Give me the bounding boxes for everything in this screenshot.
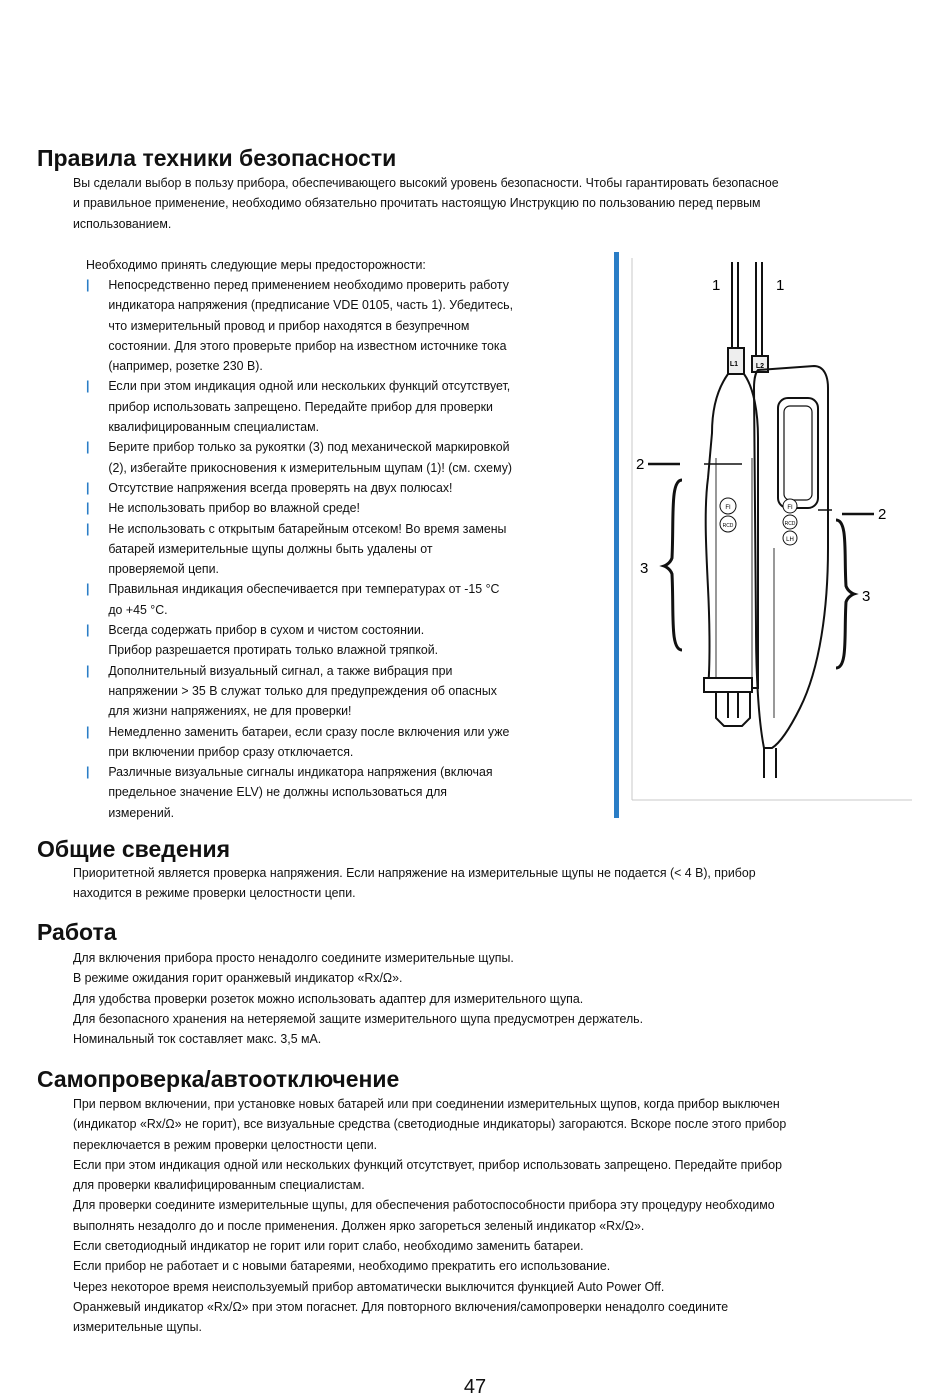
bullet-marker: | [86, 520, 90, 536]
text-line: (индикатор «Rx/Ω» не горит), все визуальные средства (светодиодные индикаторы) загораются. Вскоре после этого прибор [73, 1116, 787, 1132]
callout-marking-right: 2 [878, 506, 887, 523]
tester-housing [754, 366, 828, 748]
bullet-text-line: Немедленно заменить батареи, если сразу после включения или уже [108, 723, 510, 739]
text-line: измерительные щупы. [73, 1319, 202, 1335]
tip-label-l2: L2 [755, 363, 765, 370]
bullet-marker: | [86, 622, 90, 638]
bullet-text-line: Всегда содержать прибор в сухом и чистом состоянии. [108, 622, 425, 638]
button-label: RCD [722, 523, 734, 529]
bullet-text-line: что измерительный провод и прибор находятся в безупречном [108, 317, 470, 333]
bullet-marker: | [86, 723, 90, 739]
bullet-text-line: проверяемой цепи. [108, 561, 219, 577]
bullet-text-line: Берите прибор только за рукоятки (3) под механической маркировкой [108, 439, 510, 455]
safety-bullet-item [86, 519, 588, 580]
text-line: Вы сделали выбор в пользу прибора, обеспечивающего высокий уровень безопасности. Чтобы гарантировать безопасное [73, 175, 779, 190]
left-probe [704, 262, 758, 726]
bullet-marker: | [86, 500, 90, 516]
general-text [73, 863, 859, 904]
text-line: переключается в режим проверки целостности цепи. [73, 1136, 378, 1152]
text-line: Если при этом индикация одной или нескольких функций отсутствует, прибор использовать запрещено. Передайте прибор [73, 1156, 782, 1172]
text-line: В режиме ожидания горит оранжевый индикатор «Rx/Ω». [73, 970, 403, 986]
text-line: выполнять незадолго до и после применения. Должен ярко загореться зеленый индикатор «Rx/Ω». [73, 1217, 645, 1233]
bullet-text-line: Непосредственно перед применением необходимо проверить работу [108, 277, 509, 292]
bullet-text-line: Дополнительный визуальный сигнал, а также вибрация при [108, 662, 453, 678]
selftest-text [73, 1094, 859, 1338]
safety-bullet-item [86, 661, 588, 722]
text-line: Для удобства проверки розеток можно использовать адаптер для измерительного щупа. [73, 990, 584, 1006]
text-line: использованием. [73, 215, 172, 231]
safety-intro [73, 173, 859, 234]
safety-bullet-item [86, 478, 588, 498]
text-line: для проверки квалифицированным специалистам. [73, 1177, 365, 1193]
section-title-operation: Работа [37, 919, 117, 945]
safety-bullet-item [86, 498, 588, 518]
button-label: FI [725, 505, 731, 511]
grip-brace-right [836, 520, 854, 668]
bullet-text-line: прибор использовать запрещено. Передайте прибор для проверки [108, 398, 493, 414]
safety-bullet-item [86, 722, 588, 763]
safety-bullet-item [86, 620, 588, 661]
callout-marking-left: 2 [636, 456, 645, 473]
measures-intro: Необходимо принять следующие меры предосторожности: [86, 257, 426, 272]
bullet-text-line: Если при этом индикация одной или нескольких функций отсутствует, [108, 378, 511, 394]
text-line: Для проверки соедините измерительные щупы, для обеспечения работоспособности прибора эту процедуру необходимо [73, 1197, 775, 1213]
grip-brace-left [664, 480, 682, 650]
bullet-text-line: до +45 °C. [108, 601, 168, 617]
bullet-text-line: Не использовать с открытым батарейным отсеком! Во время замены [108, 520, 507, 536]
figure-accent-bar [614, 252, 619, 818]
bullet-text-line: индикатора напряжения (предписание VDE 0105, часть 1). Убедитесь, [108, 297, 514, 313]
safety-bullet-item [86, 376, 588, 437]
text-line: Номинальный ток составляет макс. 3,5 мА. [73, 1031, 322, 1047]
operation-text [73, 948, 859, 1049]
bullet-marker: | [86, 764, 90, 780]
bullet-text-line: квалифицированным специалистам. [108, 419, 320, 435]
safety-bullet-item [86, 762, 588, 823]
bullet-marker: | [86, 479, 90, 495]
text-line: Оранжевый индикатор «Rx/Ω» при этом погаснет. Для повторного включения/самопроверки ненадолго соедините [73, 1298, 729, 1314]
text-line: Для безопасного хранения на нетеряемой защите измерительного щупа предусмотрен держатель. [73, 1010, 644, 1026]
voltage-tester-diagram [624, 248, 916, 804]
bullet-marker: | [86, 581, 90, 597]
bullet-text-line: Прибор разрешается протирать только влажной тряпкой. [108, 642, 439, 658]
bullet-text-line: Не использовать прибор во влажной среде! [108, 500, 361, 516]
bullet-marker: | [86, 439, 90, 455]
bullet-text-line: Различные визуальные сигналы индикатора напряжения (включая [108, 764, 493, 780]
callout-probe-right: 1 [776, 277, 785, 294]
bullet-text-line: при включении прибор сразу отключается. [108, 743, 354, 759]
safety-bullet-item [86, 275, 588, 376]
bullet-text-line: (например, розетке 230 В). [108, 358, 263, 374]
tip-label-l1: L1 [729, 361, 739, 368]
text-line: Если прибор не работает и с новыми батареями, необходимо прекратить его использование. [73, 1258, 611, 1274]
button-label: RCD [784, 521, 796, 527]
bullet-marker: | [86, 662, 90, 678]
bullet-text-line: для жизни напряжениях, не для проверки! [108, 703, 352, 719]
callout-probe-left: 1 [712, 277, 721, 294]
button-label: FI [787, 505, 793, 511]
bullet-text-line: Отсутствие напряжения всегда проверять на двух полюсах! [108, 479, 453, 495]
text-line: Через некоторое время неиспользуемый прибор автоматически выключится функцией Auto Power Off. [73, 1278, 665, 1294]
bullet-marker: | [86, 378, 90, 394]
section-title-general: Общие сведения [37, 836, 231, 862]
text-line: Для включения прибора просто ненадолго соедините измерительные щупы. [73, 950, 514, 965]
text-line: Если светодиодный индикатор не горит или горит слабо, необходимо заменить батареи. [73, 1238, 584, 1254]
text-line: При первом включении, при установке новых батарей или при соединении измерительных щупов, когда прибор выключен [73, 1096, 780, 1111]
safety-bullet-list [86, 275, 588, 823]
bullet-marker: | [86, 277, 90, 292]
bullet-text-line: (2), избегайте прикосновения к измерительным щупам (1)! (см. схему) [108, 459, 513, 475]
section-title-safety: Правила техники безопасности [37, 145, 397, 171]
bullet-text-line: напряжении > 35 В служат только для предупреждения об опасных [108, 682, 497, 698]
page-number: 47 [463, 1376, 487, 1398]
bullet-text-line: состоянии. Для этого проверьте прибор на известном источнике тока [108, 337, 507, 353]
text-line: находится в режиме проверки целостности цепи. [73, 885, 356, 901]
bullet-text-line: батарей измерительные щупы должны быть удалены от [108, 540, 433, 556]
bullet-text-line: предельное значение ELV) не должны использоваться для [108, 784, 447, 800]
text-line: Приоритетной является проверка напряжения. Если напряжение на измерительные щупы не подается (< 4 В), прибор [73, 865, 756, 880]
section-title-selftest: Самопроверка/автоотключение [37, 1066, 400, 1092]
button-label: LH [786, 537, 794, 543]
safety-bullet-item [86, 437, 588, 478]
bullet-text-line: измерений. [108, 804, 175, 820]
callout-grip-right: 3 [862, 588, 871, 605]
callout-grip-left: 3 [640, 560, 649, 577]
bullet-text-line: Правильная индикация обеспечивается при температурах от -15 °C [108, 581, 500, 597]
safety-bullet-item [86, 579, 588, 620]
text-line: и правильное применение, необходимо обязательно прочитать настоящую Инструкцию по пользованию перед первым [73, 195, 761, 211]
